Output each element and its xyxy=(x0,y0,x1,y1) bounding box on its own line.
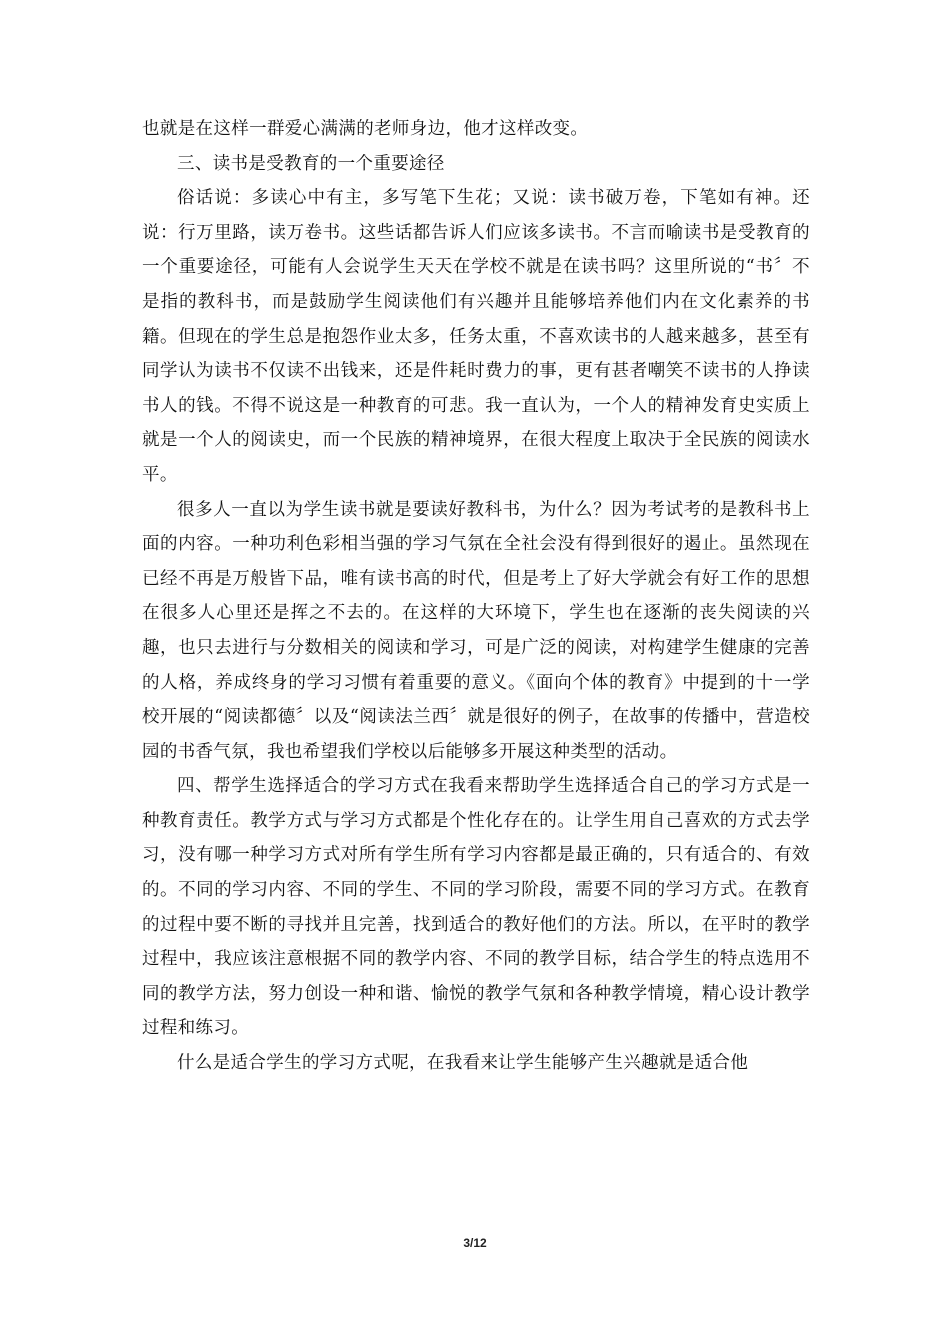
paragraph-reading-proverbs: 俗话说：多读心中有主，多写笔下生花；又说：读书破万卷，下笔如有神。还说：行万里路，读万卷书。这些话都告诉人们应该多读书。不言而喻读书是受教育的一个重要途径，可能有人会说学生天天在学校不就是在读书吗？这里所说的“书〞不是指的教科书，而是鼓励学生阅读他们有兴趣并且能够培养他们内在文化素养的书籍。但现在的学生总是抱怨作业太多，任务太重，不喜欢读书的人越来越多，甚至有同学认为读书不仅读不出钱来，还是件耗时费力的事，更有甚者嘲笑不读书的人挣读书人的钱。不得不说这是一种教育的可悲。我一直认为，一个人的精神发育史实质上就是一个人的阅读史，而一个民族的精神境界，在很大程度上取决于全民族的阅读水平。 xyxy=(142,188,810,485)
paragraph-reading-textbooks: 很多人一直以为学生读书就是要读好教科书，为什么？因为考试考的是教科书上面的内容。一种功利色彩相当强的学习气氛在全社会没有得到很好的遏止。虽然现在已经不再是万般皆下品，唯有读书高的时代，但是考上了好大学就会有好工作的思想在很多人心里还是挥之不去的。在这样的大环境下，学生也在逐渐的丧失阅读的兴趣，也只去进行与分数相关的阅读和学习，可是广泛的阅读，对构建学生健康的完善的人格，养成终身的学习习惯有着重要的意义。《面向个体的教育》中提到的十一学校开展的“阅读都德〞以及“阅读法兰西〞就是很好的例子，在故事的传播中，营造校园的书香气氛，我也希望我们学校以后能够多开展这种类型的活动。 xyxy=(142,499,810,762)
page-number: 3/12 xyxy=(463,1236,487,1250)
paragraph-continuation: 也就是在这样一群爱心满满的老师身边，他才这样改变。 xyxy=(142,119,589,139)
document-body xyxy=(142,112,810,1081)
section-heading-reading: 三、读书是受教育的一个重要途径 xyxy=(177,153,445,174)
paragraph-suitable-learning: 什么是适合学生的学习方式呢，在我看来让学生能够产生兴趣就是适合他 xyxy=(177,1053,749,1074)
paragraph-learning-methods: 四、帮学生选择适合的学习方式在我看来帮助学生选择适合自己的学习方式是一种教育责任。教学方式与学习方式都是个性化存在的。让学生用自己喜欢的方式去学习，没有哪一种学习方式对所有学生所有学习内容都是最正确的，只有适合的、有效的。不同的学习内容、不同的学生、不同的学习阶段，需要不同的学习方式。在教育的过程中要不断的寻找并且完善，找到适合的教好他们的方法。所以，在平时的教学过程中，我应该注意根据不同的教学内容、不同的教学目标，结合学生的特点选用不同的教学方法，努力创设一种和谐、愉悦的教学气氛和各种教学情境，精心设计教学过程和练习。 xyxy=(142,776,810,1039)
